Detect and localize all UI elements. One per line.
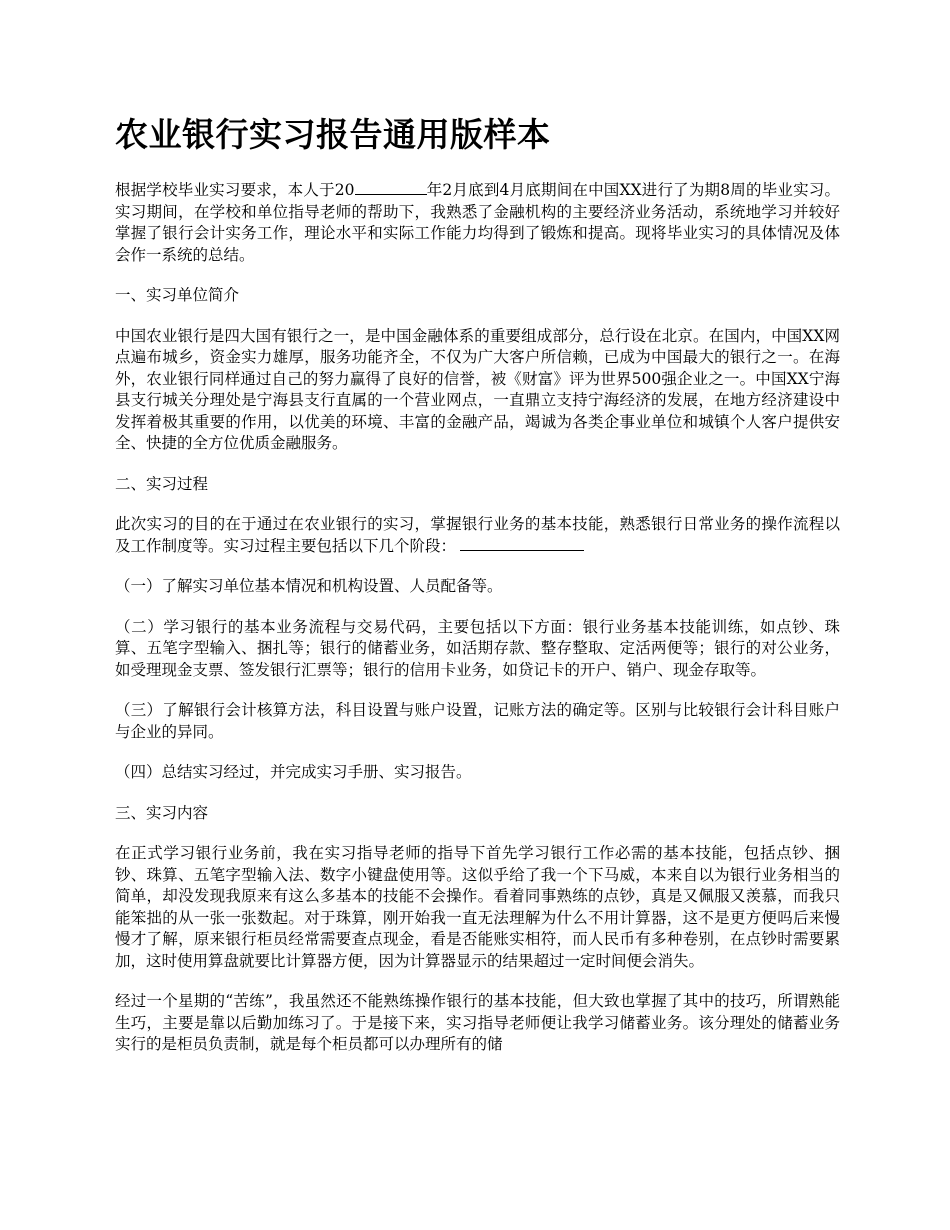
content-paragraph-1: 在正式学习银行业务前，我在实习指导老师的指导下首先学习银行工作必需的基本技能，包括点钞、捆钞、珠算、五笔字型输入法、数字小键盘使用等。这似乎给了我一个下马威，本来自以为银行业务相当的简单，却没发现我原来有这么多基本的技能不会操作。看着同事熟练的点钞，真是又佩服又羡慕，而我只能笨拙的从一张一张数起。对于珠算，刚开始我一直无法理解为什么不用计算器，这不是更方便吗后来慢慢才了解，原来银行柜员经常需要查点现金，看是否能账实相符，而人民币有多种卷别，在点钞时需要累加，这时使用算盘就要比计算器方便，因为计算器显示的结果超过一定时间便会消失。 — [115, 844, 840, 970]
section-heading-unit-intro: 一、实习单位简介 — [115, 286, 240, 304]
section-heading-content: 三、实习内容 — [115, 803, 209, 822]
process-intro-text: 此次实习的目的在于通过在农业银行的实习，掌握银行业务的基本技能，熟悉银行日常业务的操作流程以及工作制度等。实习过程主要包括以下几个阶段： — [115, 515, 840, 555]
process-intro-paragraph — [115, 514, 840, 557]
document-title: 农业银行实习报告通用版样本 — [115, 115, 551, 154]
process-stage-3: （三）了解银行会计核算方法，科目设置与账户设置，记账方法的确定等。区别与比较银行会计科目账户与企业的异同。 — [115, 701, 840, 741]
process-stage-2: （二）学习银行的基本业务流程与交易代码，主要包括以下方面：银行业务基本技能训练，如点钞、珠算、五笔字型输入、捆扎等；银行的储蓄业务，如活期存款、整存整取、定活两便等；银行的对公业务，如受理现金支票、签发银行汇票等；银行的信用卡业务，如贷记卡的开户、销户、现金存取等。 — [115, 617, 840, 679]
unit-intro-paragraph: 中国农业银行是四大国有银行之一，是中国金融体系的重要组成部分，总行设在北京。在国内，中国XX网点遍布城乡，资金实力雄厚，服务功能齐全，不仅为广大客户所信赖，已成为中国最大的银行之一。在海外，农业银行同样通过自己的努力赢得了良好的信誉，被《财富》评为世界500强企业之一。中国XX宁海县支行城关分理处是宁海县支行直属的一个营业网点，一直鼎立支持宁海经济的发展，在地方经济建设中发挥着极其重要的作用，以优美的环境、丰富的金融产品，竭诚为各类企事业单位和城镇个人客户提供安全、快捷的全方位优质金融服务。 — [115, 326, 840, 452]
intro-text-end: 年2月底到4月底期间在中国XX进行了为期8周的毕业实习。实习期间，在学校和单位指导老师的帮助下，我熟悉了金融机构的主要经济业务活动，系统地学习并较好掌握了银行会计实务工作，理论水平和实际工作能力均得到了锻炼和提高。现将毕业实习的具体情况及体会作一系统的总结。 — [115, 181, 840, 264]
intro-text-start: 根据学校毕业实习要求，本人于20 — [115, 181, 355, 199]
process-stage-1: （一）了解实习单位基本情况和机构设置、人员配备等。 — [115, 577, 503, 595]
document-page — [115, 112, 840, 1075]
stage-blank-line — [460, 536, 584, 551]
process-stage-4: （四）总结实习经过，并完成实习手册、实习报告。 — [115, 763, 472, 781]
intro-paragraph — [115, 180, 840, 266]
section-heading-process: 二、实习过程 — [115, 474, 209, 493]
content-paragraph-2: 经过一个星期的“苦练”，我虽然还不能熟练操作银行的基本技能，但大致也掌握了其中的技巧，所谓熟能生巧，主要是靠以后勤加练习了。于是接下来，实习指导老师便让我学习储蓄业务。该分理处的储蓄业务实行的是柜员负责制，就是每个柜员都可以办理所有的储 — [115, 992, 840, 1053]
year-blank-line — [355, 180, 427, 195]
